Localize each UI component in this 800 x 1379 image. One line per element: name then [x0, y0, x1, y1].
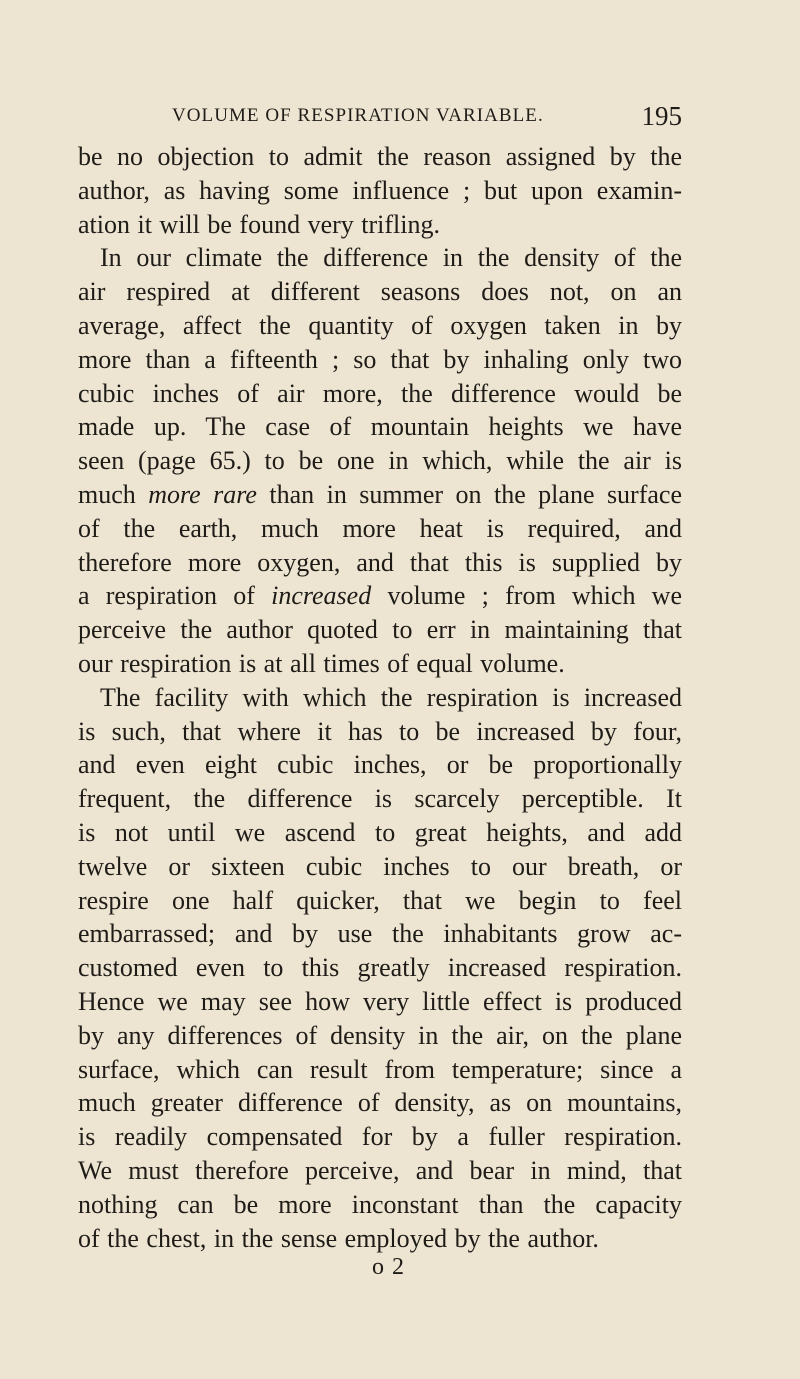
text-line: much greater difference of density, as on mountains, [78, 1088, 682, 1118]
text-line: Hence we may see how very little effect is produced [78, 986, 682, 1016]
text-line: and even eight cubic inches, or be proportionally [78, 750, 682, 780]
emphasis-text: more rare [148, 479, 257, 509]
text-line: author, as having some influence ; but upon examin- [78, 175, 682, 205]
text-line: nothing can be more inconstant than the capacity [78, 1189, 682, 1219]
text-line: by any differences of density in the air, on the plane [78, 1020, 682, 1050]
text-line: is such, that where it has to be increased by four, [78, 716, 682, 746]
text-line: therefore more oxygen, and that this is supplied by [78, 547, 682, 577]
text-line: seen (page 65.) to be one in which, while the air is [78, 446, 682, 476]
text-line: of the chest, in the sense employed by the author. [78, 1223, 599, 1253]
text-line: be no objection to admit the reason assigned by the [78, 142, 682, 171]
signature-mark: o 2 [372, 1254, 405, 1280]
text-line: cubic inches of air more, the difference would be [78, 378, 682, 408]
body-text [78, 140, 682, 1255]
page-number: 195 [641, 101, 682, 131]
text-line: customed even to this greatly increased respiration. [78, 953, 682, 983]
text-line: more than a fifteenth ; so that by inhaling only two [78, 344, 682, 374]
text-line: We must therefore perceive, and bear in mind, that [78, 1155, 682, 1185]
paragraph-start-line: In our climate the difference in the density of the [100, 243, 682, 273]
text-line: is not until we ascend to great heights, and add [78, 817, 682, 847]
emphasis-text: increased [271, 581, 372, 611]
text-line: our respiration is at all times of equal volume. [78, 648, 565, 678]
running-head: VOLUME OF RESPIRATION VARIABLE. [172, 105, 544, 126]
text-line: embarrassed; and by use the inhabitants grow ac- [78, 919, 682, 949]
text-line: much more rare than in summer on the plane surface [78, 479, 682, 509]
text-line: of the earth, much more heat is required, and [78, 513, 682, 543]
text-line: ation it will be found very trifling. [78, 209, 440, 239]
text-line: respire one half quicker, that we begin to feel [78, 885, 682, 915]
text-line: is readily compensated for by a fuller respiration. [78, 1122, 682, 1152]
text-line: made up. The case of mountain heights we have [78, 412, 682, 442]
page-header [172, 101, 682, 135]
text-line: frequent, the difference is scarcely perceptible. It [78, 784, 682, 814]
text-line: a respiration of increased volume ; from which we [78, 581, 682, 611]
text-line: air respired at different seasons does not, on an [78, 277, 682, 307]
paragraph-start-line: The facility with which the respiration is increased [100, 682, 682, 712]
text-line: average, affect the quantity of oxygen taken in by [78, 310, 682, 340]
text-line: perceive the author quoted to err in maintaining that [78, 615, 682, 645]
text-line: surface, which can result from temperature; since a [78, 1054, 682, 1084]
text-line: twelve or sixteen cubic inches to our breath, or [78, 851, 682, 881]
